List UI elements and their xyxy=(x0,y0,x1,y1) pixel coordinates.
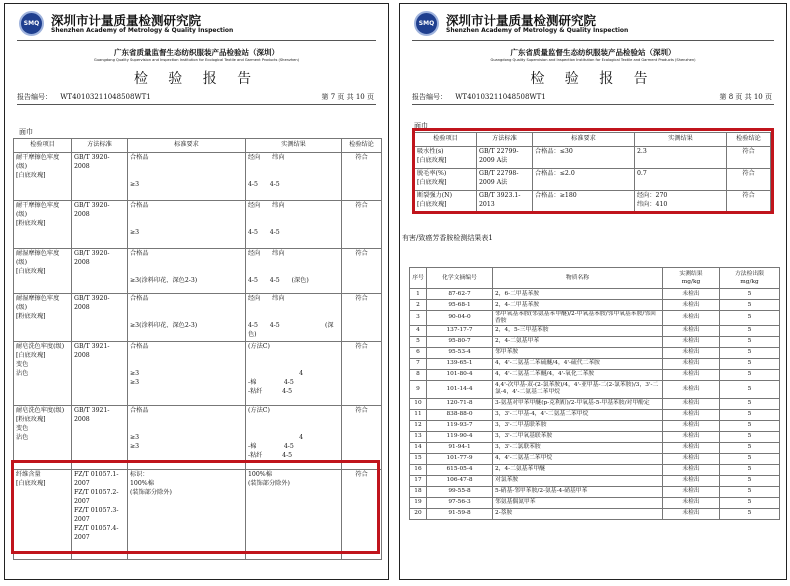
table-row xyxy=(410,475,780,486)
requirement-cell: 合格品 ≥3 xyxy=(128,201,246,249)
method-cell: GB/T 3923.1- 2013 xyxy=(477,191,533,213)
detection-limit-cell: 5 xyxy=(720,336,780,347)
result-cell: 经向 纬向 4-5 4-5 xyxy=(246,201,342,249)
cas-number-cell: 101-80-4 xyxy=(427,369,493,380)
column-header: 标准要求 xyxy=(128,139,246,153)
report-number-value: WT40103211048508WT1 xyxy=(60,93,151,101)
row-number-cell: 11 xyxy=(410,409,427,420)
table-row xyxy=(14,153,382,201)
report-title: 检 验 报 告 xyxy=(133,71,260,87)
item-cell: 耐干摩擦色牢度(级) [粉底玫瑰] xyxy=(14,201,72,249)
column-header: 序号 xyxy=(410,268,427,289)
highlight-box-fiber-content xyxy=(11,460,380,554)
result-cell: 100%棉 (装饰部分除外) xyxy=(246,469,342,559)
column-header: 检验结论 xyxy=(727,133,771,147)
requirement-cell: 合格品：≤2.0 xyxy=(533,169,635,191)
cas-number-cell: 91-59-8 xyxy=(427,508,493,519)
requirement-cell: 合格品 ≥3 xyxy=(128,153,246,201)
smq-logo xyxy=(19,11,44,36)
detection-limit-cell: 5 xyxy=(720,475,780,486)
table-row xyxy=(410,442,780,453)
detection-limit-cell: 5 xyxy=(720,311,780,326)
test-result-cell: 未检出 xyxy=(663,311,720,326)
cas-number-cell: 139-65-1 xyxy=(427,358,493,369)
section-label: 面巾 xyxy=(414,122,428,130)
test-result-cell: 未检出 xyxy=(663,398,720,409)
method-cell: GB/T 3920- 2008 xyxy=(72,294,128,342)
requirement-cell: 合格品：≥180 xyxy=(533,191,635,213)
org-name-en: Shenzhen Academy of Metrology & Quality Inspection xyxy=(51,27,234,34)
amine-table xyxy=(409,267,780,520)
detection-limit-cell: 5 xyxy=(720,431,780,442)
table-row xyxy=(410,289,780,300)
result-cell: (方法C) 4 -棉 4-5 -粘纤 4-5 xyxy=(246,341,342,405)
substance-name-cell: 4，4'-二氨基二苯醚/4，4'-氧化二苯胺 xyxy=(493,369,663,380)
substance-name-cell: 3，3'-二甲氧基联苯胺 xyxy=(493,431,663,442)
detection-limit-cell: 5 xyxy=(720,398,780,409)
substance-name-cell: 2，4-二氨基苯甲醚 xyxy=(493,464,663,475)
method-cell: GB/T 3921- 2008 xyxy=(72,341,128,405)
row-number-cell: 13 xyxy=(410,431,427,442)
row-number-cell: 6 xyxy=(410,347,427,358)
substance-name-cell: 2-萘胺 xyxy=(493,508,663,519)
requirement-cell: 标识： 100%棉 (装饰部分除外) xyxy=(128,469,246,559)
conclusion-cell: 符合 xyxy=(342,201,382,249)
column-header: 实测结果 mg/kg xyxy=(663,268,720,289)
station-name-cn: 广东省质量监督生态纺织服装产品检验站（深圳） xyxy=(510,48,676,57)
cas-number-cell: 87-62-7 xyxy=(427,289,493,300)
row-number-cell: 2 xyxy=(410,300,427,311)
table-row xyxy=(410,347,780,358)
requirement-cell: 合格品 ≥3(涂料印花、深色2-3) xyxy=(128,294,246,342)
item-cell: 耐湿摩擦色牢度(级) [粉底玫瑰] xyxy=(14,294,72,342)
table-row xyxy=(14,249,382,294)
cas-number-cell: 119-90-4 xyxy=(427,431,493,442)
detection-limit-cell: 5 xyxy=(720,380,780,398)
table-row xyxy=(410,358,780,369)
conclusion-cell: 符合 xyxy=(727,169,771,191)
table-row xyxy=(14,341,382,405)
substance-name-cell: 3-氨基对甲苯甲醚(p-克利酊)/2-甲氧基-5-甲基苯胺/对甲酚定 xyxy=(493,398,663,409)
row-number-cell: 12 xyxy=(410,420,427,431)
detection-limit-cell: 5 xyxy=(720,325,780,336)
station-name-en: Guangdong Quality Supervision and Inspection Institution for Ecological Textile and Garment Products (Shenzhen) xyxy=(490,58,696,62)
detection-limit-cell: 5 xyxy=(720,508,780,519)
cas-number-cell: 137-17-7 xyxy=(427,325,493,336)
amine-table-body xyxy=(410,289,780,520)
substance-name-cell: 4，4'-二氨基二苯甲烷 xyxy=(493,453,663,464)
row-number-cell: 15 xyxy=(410,453,427,464)
cas-number-cell: 101-14-4 xyxy=(427,380,493,398)
cas-number-cell: 99-55-8 xyxy=(427,486,493,497)
page-info: 第 8 页 共 10 页 xyxy=(719,93,772,101)
item-cell: 纤维含量 [白底玫瑰] xyxy=(14,469,72,559)
table-row xyxy=(410,398,780,409)
table-row xyxy=(14,201,382,249)
item-cell: 耐干摩擦色牢度(级) [白底玫瑰] xyxy=(14,153,72,201)
row-number-cell: 9 xyxy=(410,380,427,398)
conclusion-cell: 符合 xyxy=(342,294,382,342)
report-number-value: WT40103211048508WT1 xyxy=(455,93,546,101)
cas-number-cell: 90-04-0 xyxy=(427,311,493,326)
logo-text: SMQ xyxy=(23,20,40,27)
cas-number-cell: 95-53-4 xyxy=(427,347,493,358)
detection-limit-cell: 5 xyxy=(720,358,780,369)
substance-name-cell: 邻甲苯胺 xyxy=(493,347,663,358)
item-cell: 耐皂洗色牢度(级) [粉底玫瑰] 变色 沾色 xyxy=(14,405,72,469)
detection-limit-cell: 5 xyxy=(720,497,780,508)
item-cell: 吸水性(s) [白底玫瑰] xyxy=(415,147,477,169)
row-number-cell: 5 xyxy=(410,336,427,347)
conclusion-cell: 符合 xyxy=(342,249,382,294)
table-row xyxy=(410,369,780,380)
method-cell: GB/T 22798- 2009 A法 xyxy=(477,169,533,191)
detection-limit-cell: 5 xyxy=(720,420,780,431)
org-name-cn: 深圳市计量质量检测研究院 xyxy=(51,13,202,28)
conclusion-cell: 符合 xyxy=(727,191,771,213)
table-header-row xyxy=(410,268,780,289)
row-number-cell: 20 xyxy=(410,508,427,519)
report-number xyxy=(17,92,151,102)
item-cell: 耐湿摩擦色牢度(级) [白底玫瑰] xyxy=(14,249,72,294)
table-row xyxy=(410,409,780,420)
item-cell: 脱毛率(%) [白底玫瑰] xyxy=(415,169,477,191)
cas-number-cell: 120-71-8 xyxy=(427,398,493,409)
column-header: 标准要求 xyxy=(533,133,635,147)
test-result-cell: 未检出 xyxy=(663,475,720,486)
table-row xyxy=(410,300,780,311)
report-number-label: 报告编号： xyxy=(17,93,52,101)
test-result-cell: 未检出 xyxy=(663,420,720,431)
substance-name-cell: 4,4'-次甲基-双-(2-氯苯胺)/4，4'-亚甲基-二(2-氯苯胺)/3，3'-二氯-4，4'-二氨基二苯甲烷 xyxy=(493,380,663,398)
result-cell: 0.7 xyxy=(635,169,727,191)
column-header: 方法标准 xyxy=(72,139,128,153)
method-cell: GB/T 3920- 2008 xyxy=(72,249,128,294)
detection-limit-cell: 5 xyxy=(720,486,780,497)
test-result-cell: 未检出 xyxy=(663,442,720,453)
station-name-en: Guangdong Quality Supervision and Inspection Institution for Ecological Textile and Garment Products (Shenzhen) xyxy=(93,58,300,62)
test-result-cell: 未检出 xyxy=(663,508,720,519)
report-header xyxy=(5,4,388,87)
table-row xyxy=(410,453,780,464)
substance-name-cell: 4，4'-二氨基二苯硫醚/4，4'-硫代二苯胺 xyxy=(493,358,663,369)
detection-limit-cell: 5 xyxy=(720,369,780,380)
detection-limit-cell: 5 xyxy=(720,453,780,464)
table-row xyxy=(410,380,780,398)
report-title: 检 验 报 告 xyxy=(530,71,656,87)
test-result-cell: 未检出 xyxy=(663,358,720,369)
test-result-cell: 未检出 xyxy=(663,409,720,420)
test-result-cell: 未检出 xyxy=(663,464,720,475)
cas-number-cell: 101-77-9 xyxy=(427,453,493,464)
result-cell: 经向 纬向 4-5 4-5 (深色) xyxy=(246,294,342,342)
result-cell: 经向 纬向 4-5 4-5 xyxy=(246,153,342,201)
header-divider xyxy=(17,40,376,41)
table-row xyxy=(410,464,780,475)
cas-number-cell: 97-56-3 xyxy=(427,497,493,508)
substance-name-cell: 邻氨基偶氮甲苯 xyxy=(493,497,663,508)
substance-name-cell: 3，3'-二氯联苯胺 xyxy=(493,442,663,453)
station-name-cn: 广东省质量监督生态纺织服装产品检验站（深圳） xyxy=(114,48,279,57)
org-name-cn: 深圳市计量质量检测研究院 xyxy=(446,13,597,28)
column-header: 物质名称 xyxy=(493,268,663,289)
table-row xyxy=(14,294,382,342)
report-page-left xyxy=(4,3,389,580)
column-header: 检验项目 xyxy=(415,133,477,147)
result-cell: (方法C) 4 -棉 4-5 -粘纤 4-5 xyxy=(246,405,342,469)
table-row xyxy=(410,311,780,326)
cas-number-cell: 838-88-0 xyxy=(427,409,493,420)
row-number-cell: 17 xyxy=(410,475,427,486)
test-result-cell: 未检出 xyxy=(663,486,720,497)
substance-name-cell: 3，3'-二甲基-4，4'-二氨基二苯甲烷 xyxy=(493,409,663,420)
item-cell: 耐皂洗色牢度(级) [白底玫瑰] 变色 沾色 xyxy=(14,341,72,405)
table-row xyxy=(410,325,780,336)
requirement-cell: 合格品 ≥3 ≥3 xyxy=(128,341,246,405)
table-row xyxy=(410,508,780,519)
row-number-cell: 10 xyxy=(410,398,427,409)
substance-name-cell: 3，3'-二甲基联苯胺 xyxy=(493,420,663,431)
cas-number-cell: 95-80-7 xyxy=(427,336,493,347)
result-cell: 经向：270 纬向：410 xyxy=(635,191,727,213)
cas-number-cell: 95-68-1 xyxy=(427,300,493,311)
substance-name-cell: 邻甲氧基苯胺(邻氨基苯甲醚)/2-甲氧基苯胺/邻甲氧基苯胺/邻茴香胺 xyxy=(493,311,663,326)
column-header: 实测结果 xyxy=(246,139,342,153)
table-row xyxy=(410,486,780,497)
row-number-cell: 19 xyxy=(410,497,427,508)
test-result-cell: 未检出 xyxy=(663,325,720,336)
substance-name-cell: 2，4，5-三甲基苯胺 xyxy=(493,325,663,336)
item-cell: 断裂强力(N) [白底玫瑰] xyxy=(415,191,477,213)
amine-table-title: 有害/致癌芳香胺检测结果表1 xyxy=(402,234,493,242)
table-row xyxy=(410,431,780,442)
test-result-cell: 未检出 xyxy=(663,336,720,347)
column-header: 检验项目 xyxy=(14,139,72,153)
test-result-cell: 未检出 xyxy=(663,380,720,398)
report-number-label: 报告编号： xyxy=(412,93,447,101)
detection-limit-cell: 5 xyxy=(720,347,780,358)
test-result-cell: 未检出 xyxy=(663,431,720,442)
method-cell: GB/T 3921- 2008 xyxy=(72,405,128,469)
detection-limit-cell: 5 xyxy=(720,409,780,420)
substance-name-cell: 2，6-二甲基苯胺 xyxy=(493,289,663,300)
section-label: 面巾 xyxy=(19,128,33,136)
test-result-cell: 未检出 xyxy=(663,347,720,358)
requirement-cell: 合格品 ≥3 ≥3 xyxy=(128,405,246,469)
substance-name-cell: 对氯苯胺 xyxy=(493,475,663,486)
column-header: 方法标准 xyxy=(477,133,533,147)
method-cell: GB/T 3920- 2008 xyxy=(72,201,128,249)
meta-divider xyxy=(17,104,376,105)
detection-limit-cell: 5 xyxy=(720,289,780,300)
test-result-cell: 未检出 xyxy=(663,497,720,508)
result-cell: 2.3 xyxy=(635,147,727,169)
table-row xyxy=(410,420,780,431)
column-header: 实测结果 xyxy=(635,133,727,147)
substance-name-cell: 2，4-二甲基苯胺 xyxy=(493,300,663,311)
substance-name-cell: 5-硝基-邻甲苯胺/2-氨基-4-硝基甲苯 xyxy=(493,486,663,497)
test-result-cell: 未检出 xyxy=(663,289,720,300)
cas-number-cell: 615-05-4 xyxy=(427,464,493,475)
column-header: 方法检出限 mg/kg xyxy=(720,268,780,289)
substance-name-cell: 2，4-二氨基甲苯 xyxy=(493,336,663,347)
row-number-cell: 3 xyxy=(410,311,427,326)
page-info: 第 7 页 共 10 页 xyxy=(321,93,374,101)
conclusion-cell: 符合 xyxy=(342,405,382,469)
org-name-en: Shenzhen Academy of Metrology & Quality Inspection xyxy=(446,27,629,34)
table-header-row xyxy=(14,139,382,153)
column-header: 检验结论 xyxy=(342,139,382,153)
result-cell: 经向 纬向 4-5 4-5 (深色) xyxy=(246,249,342,294)
row-number-cell: 18 xyxy=(410,486,427,497)
detection-limit-cell: 5 xyxy=(720,300,780,311)
report-header xyxy=(400,4,786,87)
method-cell: GB/T 3920- 2008 xyxy=(72,153,128,201)
header-divider xyxy=(412,40,774,41)
detection-limit-cell: 5 xyxy=(720,464,780,475)
row-number-cell: 16 xyxy=(410,464,427,475)
requirement-cell: 合格品：≤30 xyxy=(533,147,635,169)
test-result-cell: 未检出 xyxy=(663,369,720,380)
highlight-box-quality xyxy=(412,128,774,214)
report-number xyxy=(412,92,546,102)
report-page-right xyxy=(399,3,787,580)
row-number-cell: 1 xyxy=(410,289,427,300)
smq-logo xyxy=(414,11,439,36)
conclusion-cell: 符合 xyxy=(342,153,382,201)
row-number-cell: 14 xyxy=(410,442,427,453)
method-cell: FZ/T 01057.1- 2007 FZ/T 01057.2- 2007 FZ/T 01057.3- 2007 FZ/T 01057.4- 2007 xyxy=(72,469,128,559)
test-result-cell: 未检出 xyxy=(663,453,720,464)
row-number-cell: 8 xyxy=(410,369,427,380)
table-row xyxy=(410,336,780,347)
requirement-cell: 合格品 ≥3(涂料印花、深色2-3) xyxy=(128,249,246,294)
method-cell: GB/T 22799- 2009 A法 xyxy=(477,147,533,169)
conclusion-cell: 符合 xyxy=(342,469,382,559)
cas-number-cell: 106-47-8 xyxy=(427,475,493,486)
cas-number-cell: 119-93-7 xyxy=(427,420,493,431)
column-header: 化学文摘编号 xyxy=(427,268,493,289)
cas-number-cell: 91-94-1 xyxy=(427,442,493,453)
row-number-cell: 4 xyxy=(410,325,427,336)
logo-text: SMQ xyxy=(418,20,435,27)
conclusion-cell: 符合 xyxy=(342,341,382,405)
row-number-cell: 7 xyxy=(410,358,427,369)
conclusion-cell: 符合 xyxy=(727,147,771,169)
meta-divider xyxy=(412,104,774,105)
table-row xyxy=(410,497,780,508)
detection-limit-cell: 5 xyxy=(720,442,780,453)
test-result-cell: 未检出 xyxy=(663,300,720,311)
